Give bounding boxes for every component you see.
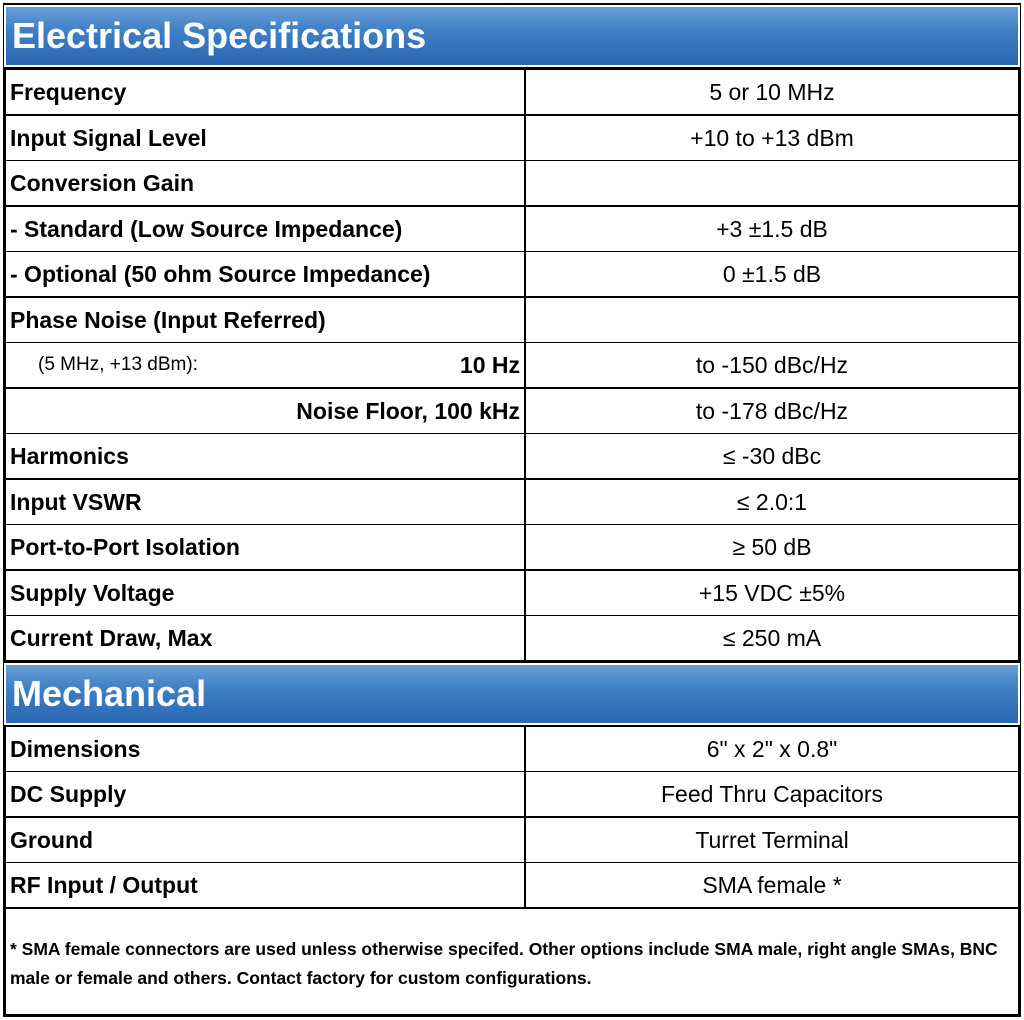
spec-value: ≤ 2.0:1 <box>526 480 1018 524</box>
spec-value: to -150 dBc/Hz <box>526 343 1018 387</box>
spec-label: Current Draw, Max <box>6 616 524 660</box>
spec-label: Input Signal Level <box>6 116 524 160</box>
spec-label: RF Input / Output <box>6 863 524 907</box>
spec-row-dc-supply <box>4 772 1020 817</box>
spec-label: Frequency <box>6 70 524 114</box>
spec-value: Turret Terminal <box>526 818 1018 862</box>
spec-value <box>526 161 1018 205</box>
spec-row-phase-noise <box>4 298 1020 343</box>
spec-row-input-vswr <box>4 480 1020 525</box>
spec-sheet <box>3 3 1021 1017</box>
spec-condition-note: (5 MHz, +13 dBm): <box>38 354 198 375</box>
spec-label: Input VSWR <box>6 480 524 524</box>
spec-value: 0 ±1.5 dB <box>526 252 1018 296</box>
spec-row-supply-voltage <box>4 571 1020 616</box>
spec-row-optional-gain <box>4 252 1020 297</box>
spec-row-isolation <box>4 525 1020 570</box>
spec-row-phase-noise-10hz <box>4 343 1020 388</box>
spec-label: Dimensions <box>6 727 524 771</box>
spec-value: 6" x 2" x 0.8" <box>526 727 1018 771</box>
spec-label: Port-to-Port Isolation <box>6 525 524 569</box>
spec-row-frequency <box>4 70 1020 115</box>
section-title: Mechanical <box>12 673 207 714</box>
spec-label: Phase Noise (Input Referred) <box>6 298 524 342</box>
spec-value: to -178 dBc/Hz <box>526 389 1018 433</box>
electrical-specifications-header <box>4 5 1020 67</box>
spec-label-cell <box>6 343 524 387</box>
spec-value: ≤ 250 mA <box>526 616 1018 660</box>
spec-value: SMA female * <box>526 863 1018 907</box>
spec-label: Ground <box>6 818 524 862</box>
spec-label: Conversion Gain <box>6 161 524 205</box>
spec-value: 5 or 10 MHz <box>526 70 1018 114</box>
spec-row-rf-io <box>4 863 1020 908</box>
spec-label: DC Supply <box>6 772 524 816</box>
spec-value: +15 VDC ±5% <box>526 571 1018 615</box>
spec-row-dimensions <box>4 727 1020 772</box>
spec-label: Harmonics <box>6 434 524 478</box>
spec-row-harmonics <box>4 434 1020 479</box>
mechanical-header <box>4 663 1020 725</box>
spec-label: Noise Floor, 100 kHz <box>6 389 524 433</box>
spec-value <box>526 298 1018 342</box>
spec-value: +10 to +13 dBm <box>526 116 1018 160</box>
spec-row-conversion-gain <box>4 161 1020 206</box>
spec-label: - Optional (50 ohm Source Impedance) <box>6 252 524 296</box>
spec-row-input-signal-level <box>4 116 1020 161</box>
spec-value: +3 ±1.5 dB <box>526 207 1018 251</box>
spec-row-noise-floor <box>4 389 1020 434</box>
footnote: * SMA female connectors are used unless otherwise specifed. Other options include SMA male, right angle SMAs, BNC male or female and others. Contact factory for custom configurations. <box>6 909 1018 1014</box>
spec-value: Feed Thru Capacitors <box>526 772 1018 816</box>
spec-label: - Standard (Low Source Impedance) <box>6 207 524 251</box>
spec-value: ≥ 50 dB <box>526 525 1018 569</box>
section-title: Electrical Specifications <box>12 15 427 56</box>
spec-label: 10 Hz <box>459 351 520 378</box>
spec-label: Supply Voltage <box>6 571 524 615</box>
spec-row-standard-gain <box>4 207 1020 252</box>
spec-row-current-draw <box>4 616 1020 661</box>
spec-row-ground <box>4 818 1020 863</box>
spec-value: ≤ -30 dBc <box>526 434 1018 478</box>
